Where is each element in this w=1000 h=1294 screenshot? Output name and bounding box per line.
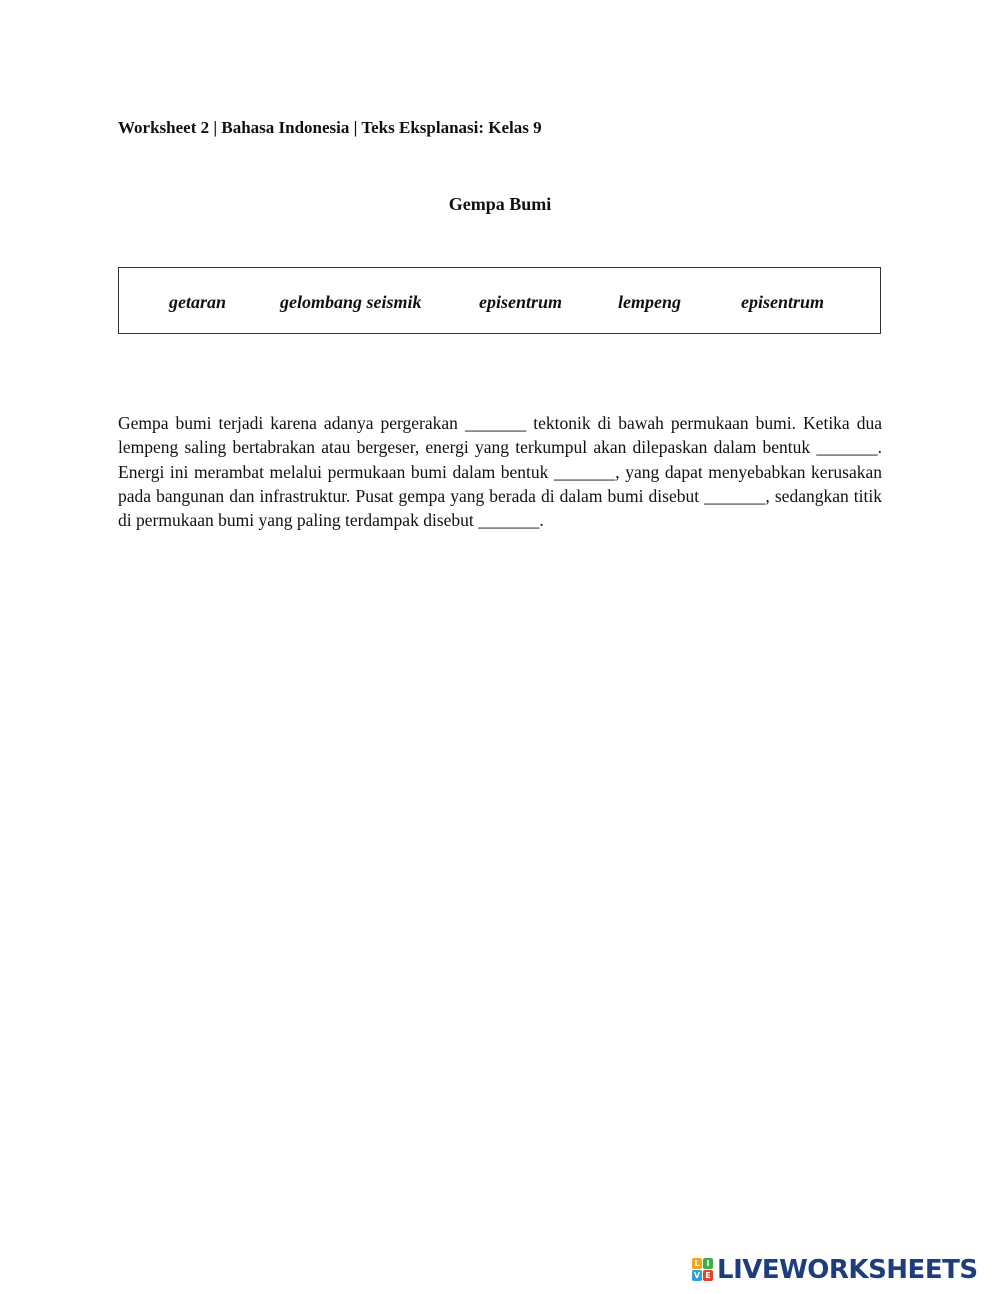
logo-text: LIVEWORKSHEETS bbox=[717, 1255, 978, 1285]
word-bank-item[interactable]: gelombang seismik bbox=[280, 292, 422, 312]
word-bank-item[interactable]: getaran bbox=[169, 292, 227, 312]
passage-text: , yang dapat menyebabkan kerusakan pada bangunan dan infrastruktur. Pusat gempa yang berada di dalam bumi disebut bbox=[118, 461, 882, 506]
logo-mark-icon bbox=[692, 1258, 714, 1282]
passage-text: Gempa bumi terjadi karena adanya pergerakan bbox=[118, 413, 465, 433]
logo-tile: I bbox=[703, 1258, 713, 1269]
answer-blank-4[interactable]: _______ bbox=[704, 485, 766, 506]
passage-text: tektonik di bawah permukaan bumi. Ketika dua lempeng saling bertabrakan atau bergeser, energi yang terkumpul akan dilepaskan dalam bentuk bbox=[118, 413, 882, 458]
answer-blank-2[interactable]: _______ bbox=[816, 437, 878, 458]
worksheet-header: Worksheet 2 | Bahasa Indonesia | Teks Eksplanasi: Kelas 9 bbox=[118, 118, 542, 137]
passage-text: . bbox=[539, 510, 544, 531]
logo-tile: E bbox=[703, 1270, 713, 1281]
passage-text: . Energi ini merambat melalui permukaan bumi dalam bentuk bbox=[118, 437, 882, 482]
explanation-passage bbox=[118, 411, 882, 532]
logo-tile: L bbox=[692, 1258, 702, 1269]
word-bank-item[interactable]: episentrum bbox=[479, 292, 563, 312]
answer-blank-1[interactable]: _______ bbox=[464, 413, 527, 433]
answer-blank-3[interactable]: _______ bbox=[554, 461, 616, 482]
word-bank bbox=[118, 267, 881, 334]
liveworksheets-logo bbox=[692, 1255, 978, 1285]
answer-blank-5[interactable]: _______ bbox=[478, 510, 540, 531]
logo-tile: V bbox=[693, 1271, 701, 1280]
passage-text: , sedangkan titik di permukaan bumi yang paling terdampak disebut bbox=[118, 485, 882, 531]
page-title: Gempa Bumi bbox=[448, 194, 552, 214]
word-bank-item[interactable]: episentrum bbox=[741, 292, 825, 312]
word-bank-item[interactable]: lempeng bbox=[618, 292, 681, 312]
